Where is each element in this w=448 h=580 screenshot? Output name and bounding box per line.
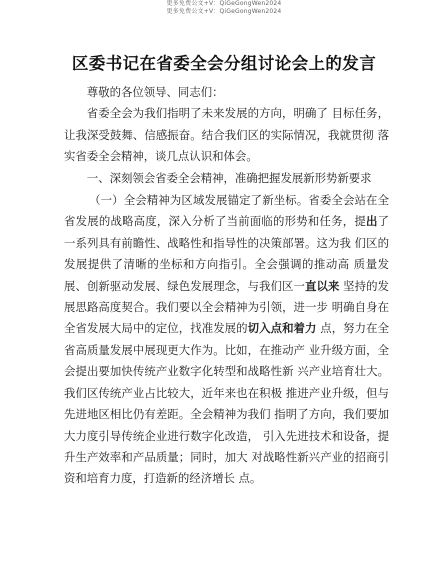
sub1-bold-2: 直以来 [305, 278, 340, 293]
sub1-text-4: 点，努力在全省高质量发展中展现更大作为。比如，在推动产 业升级方面，全会提出要加快传统产业数字化转型和战略性新 兴产业培育壮大。我们区传统产业占比较大，近年来也在积极 推进产业升级，但与先进地区相比仍有差距。全会精神为我们 指明了方向，我们要加大力度引导传统企业进行数字化改造， 引入先进技术和设备，提升生产效率和产品质量；同时，加大 对战略性新兴产业的招商引资和培育力度，打造新的经济增长 点。 [64, 321, 389, 486]
document-body [64, 82, 389, 490]
watermark-line-1: 更多免费公文+V：QiGeGongWen2024 [166, 0, 282, 7]
intro-paragraph: 省委全会为我们指明了未来发展的方向，明确了 目标任务， 让我深受鼓舞、信感振奋。结合我们区的实际情况，我就贯彻 落实省委全会精神，谈几点认识和体会。 [64, 106, 389, 164]
sub1-text-3: 坚持的发展思路高度契合。我们要以全会精神为引领，进一步 明确自身在全省发展大局中的定位，找准发展的 [64, 278, 389, 336]
section-1-heading: 一、深刻领会省委全会精神，准确把握发展新形势新要求 [86, 170, 372, 185]
watermark-line-2: 更多免费公文+V：QiGeGongWen2024 [166, 8, 282, 15]
sub1-text-1: （一）全会精神为区域发展锚定了新坐标。省委全会站在全省发展的战略高度，深入分析了当前面临的形势和任务，提 [64, 193, 389, 229]
document-title: 区委书记在省委全会分组讨论会上的发言 [71, 54, 377, 73]
salutation: 尊敬的各位领导、同志们： [86, 85, 224, 99]
subsection-1-paragraph [64, 190, 389, 490]
sub1-bold-1: 出 [365, 214, 378, 229]
sub1-bold-3: 切入点和着力 [247, 321, 317, 336]
sub1-text-2: 了一系列具有前瞻性、战略性和指导性的决策部署。这为我 们区的发展提供了清晰的坐标和方向指引。全会强调的推动高 质量发展、创新驱动发展、绿色发展理念，与我们区一 [64, 214, 389, 293]
